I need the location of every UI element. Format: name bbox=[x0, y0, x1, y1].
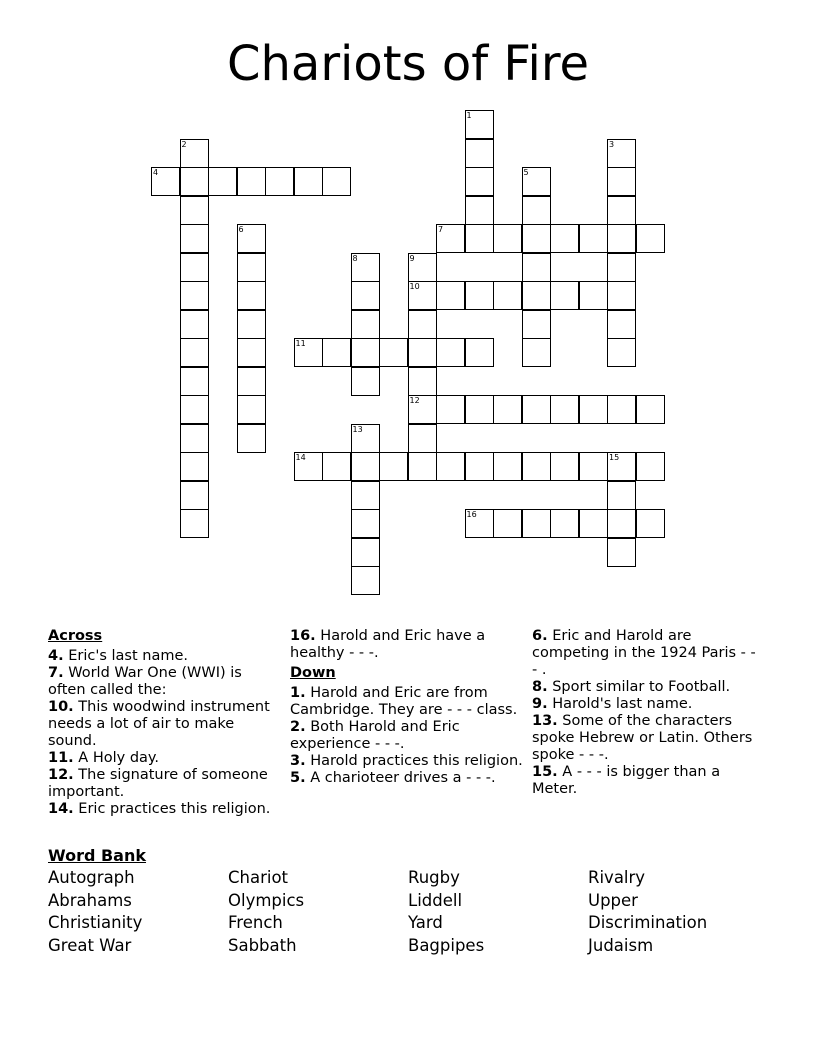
clue-number: 4 bbox=[153, 168, 159, 177]
crossword-cell[interactable] bbox=[351, 424, 380, 453]
clue-number: 5 bbox=[523, 168, 529, 177]
crossword-cell[interactable] bbox=[465, 338, 494, 367]
clue-number: 9 bbox=[409, 253, 415, 263]
crossword-cell[interactable] bbox=[607, 338, 636, 367]
word-bank-item: Yard bbox=[408, 913, 443, 932]
crossword-cell[interactable] bbox=[636, 509, 665, 538]
clue-across-14: 14. Eric practices this religion. bbox=[48, 801, 271, 817]
crossword-cell[interactable] bbox=[493, 452, 522, 481]
crossword-cell[interactable] bbox=[607, 224, 636, 253]
crossword-cell[interactable] bbox=[180, 281, 209, 310]
clue-down-5: 5. A charioteer drives a - - -. bbox=[290, 770, 496, 786]
down-heading: Down bbox=[290, 665, 336, 681]
crossword-cell[interactable] bbox=[607, 281, 636, 310]
crossword-cell[interactable] bbox=[607, 395, 636, 424]
crossword-cell[interactable] bbox=[550, 281, 579, 310]
crossword-cell[interactable] bbox=[294, 452, 323, 481]
clue-number: 2 bbox=[181, 139, 187, 149]
clue-down-3: 3. Harold practices this religion. bbox=[290, 753, 523, 769]
word-bank-item: Olympics bbox=[228, 891, 305, 910]
crossword-cell[interactable] bbox=[522, 509, 551, 538]
clue-across-4: 4. Eric's last name. bbox=[48, 648, 188, 664]
crossword-cell[interactable] bbox=[265, 167, 294, 196]
clue-number: 13 bbox=[352, 424, 363, 434]
clue-number: 6 bbox=[238, 225, 244, 234]
crossword-cell[interactable] bbox=[465, 281, 494, 310]
word-bank-item: Autograph bbox=[48, 868, 135, 887]
clue-number: 14 bbox=[295, 453, 306, 462]
crossword-cell[interactable] bbox=[607, 139, 636, 168]
crossword-cell[interactable] bbox=[351, 310, 380, 339]
word-bank-item: Abrahams bbox=[48, 891, 132, 910]
crossword-cell[interactable] bbox=[465, 224, 494, 253]
word-bank-item: Great War bbox=[48, 936, 132, 955]
crossword-cell[interactable] bbox=[151, 167, 180, 196]
crossword-cell[interactable] bbox=[351, 538, 380, 567]
crossword-cell[interactable] bbox=[408, 367, 437, 396]
crossword-cell[interactable] bbox=[522, 338, 551, 367]
crossword-cell[interactable] bbox=[579, 509, 608, 538]
crossword-cell[interactable] bbox=[351, 253, 380, 282]
crossword-cell[interactable] bbox=[180, 310, 209, 339]
clue-number: 16 bbox=[466, 510, 477, 519]
crossword-cell[interactable] bbox=[180, 196, 209, 225]
clue-down-1: 1. Harold and Eric are from Cambridge. They are - - - class. bbox=[290, 685, 518, 718]
crossword-cell[interactable] bbox=[465, 167, 494, 196]
crossword-cell[interactable] bbox=[579, 452, 608, 481]
crossword-cell[interactable] bbox=[436, 452, 465, 481]
crossword-cell[interactable] bbox=[579, 281, 608, 310]
clue-down-9: 9. Harold's last name. bbox=[532, 696, 693, 712]
word-bank-item: Upper bbox=[588, 891, 638, 910]
crossword-cell[interactable] bbox=[237, 424, 266, 453]
crossword-cell[interactable] bbox=[522, 196, 551, 225]
crossword-cell[interactable] bbox=[351, 338, 380, 367]
crossword-cell[interactable] bbox=[636, 395, 665, 424]
word-bank-item: Rugby bbox=[408, 868, 460, 887]
clue-across-7: 7. World War One (WWI) is often called the: bbox=[48, 665, 242, 698]
clue-down-2: 2. Both Harold and Eric experience - - -. bbox=[290, 719, 460, 752]
word-bank-item: Sabbath bbox=[228, 936, 297, 955]
clue-number: 15 bbox=[609, 453, 620, 462]
clue-number: 3 bbox=[609, 139, 615, 149]
word-bank-item: Christianity bbox=[48, 913, 143, 932]
word-bank-item: Chariot bbox=[228, 868, 289, 887]
clues-column-2 bbox=[290, 628, 525, 787]
crossword-cell[interactable] bbox=[322, 452, 351, 481]
crossword-cell[interactable] bbox=[465, 452, 494, 481]
crossword-cell[interactable] bbox=[351, 509, 380, 538]
crossword-cell[interactable] bbox=[180, 338, 209, 367]
crossword-cell[interactable] bbox=[579, 224, 608, 253]
clue-across-11: 11. A Holy day. bbox=[48, 750, 160, 766]
crossword-cell[interactable] bbox=[436, 224, 465, 253]
crossword-cell[interactable] bbox=[322, 338, 351, 367]
crossword-cell[interactable] bbox=[408, 281, 437, 310]
crossword-cell[interactable] bbox=[408, 395, 437, 424]
crossword-cell[interactable] bbox=[180, 509, 209, 538]
clue-number: 11 bbox=[295, 339, 306, 348]
crossword-cell[interactable] bbox=[180, 452, 209, 481]
crossword-cell[interactable] bbox=[465, 139, 494, 168]
clue-number: 1 bbox=[466, 111, 472, 120]
crossword-cell[interactable] bbox=[408, 338, 437, 367]
crossword-cell[interactable] bbox=[322, 167, 351, 196]
clue-down-6: 6. Eric and Harold are competing in the 1924 Paris - - - . bbox=[532, 628, 756, 678]
clues-column-1 bbox=[48, 628, 280, 818]
crossword-cell[interactable] bbox=[351, 452, 380, 481]
crossword-cell[interactable] bbox=[408, 253, 437, 282]
crossword-cell[interactable] bbox=[522, 224, 551, 253]
crossword-cell[interactable] bbox=[208, 167, 237, 196]
crossword-cell[interactable] bbox=[351, 566, 380, 595]
crossword-cell[interactable] bbox=[237, 224, 266, 253]
crossword-cell[interactable] bbox=[607, 452, 636, 481]
crossword-cell[interactable] bbox=[465, 509, 494, 538]
crossword-cell[interactable] bbox=[180, 167, 209, 196]
crossword-cell[interactable] bbox=[180, 367, 209, 396]
clue-number: 12 bbox=[409, 396, 420, 405]
crossword-cell[interactable] bbox=[465, 196, 494, 225]
crossword-cell[interactable] bbox=[408, 424, 437, 453]
crossword-cell[interactable] bbox=[493, 281, 522, 310]
crossword-cell[interactable] bbox=[465, 395, 494, 424]
clue-number: 8 bbox=[352, 253, 358, 263]
crossword-cell[interactable] bbox=[607, 196, 636, 225]
crossword-cell[interactable] bbox=[636, 224, 665, 253]
crossword-cell[interactable] bbox=[379, 452, 408, 481]
crossword-cell[interactable] bbox=[579, 395, 608, 424]
crossword-cell[interactable] bbox=[607, 310, 636, 339]
word-bank-item: Bagpipes bbox=[408, 936, 485, 955]
crossword-cell[interactable] bbox=[522, 253, 551, 282]
crossword-cell[interactable] bbox=[436, 395, 465, 424]
crossword-cell[interactable] bbox=[379, 338, 408, 367]
crossword-cell[interactable] bbox=[237, 367, 266, 396]
crossword-cell[interactable] bbox=[522, 281, 551, 310]
crossword-cell[interactable] bbox=[550, 224, 579, 253]
crossword-cell[interactable] bbox=[180, 224, 209, 253]
crossword-cell[interactable] bbox=[294, 167, 323, 196]
clue-down-13: 13. Some of the characters spoke Hebrew or Latin. Others spoke - - -. bbox=[532, 713, 753, 763]
crossword-cell[interactable] bbox=[237, 281, 266, 310]
crossword-cell[interactable] bbox=[237, 253, 266, 282]
crossword-cell[interactable] bbox=[550, 509, 579, 538]
crossword-cell[interactable] bbox=[522, 167, 551, 196]
crossword-cell[interactable] bbox=[493, 509, 522, 538]
across-heading: Across bbox=[48, 628, 103, 644]
clue-down-8: 8. Sport similar to Football. bbox=[532, 679, 731, 695]
crossword-cell[interactable] bbox=[493, 224, 522, 253]
crossword-cell[interactable] bbox=[607, 509, 636, 538]
word-bank-item: Judaism bbox=[588, 936, 654, 955]
crossword-cell[interactable] bbox=[465, 110, 494, 139]
clue-across-10: 10. This woodwind instrument needs a lot of air to make sound. bbox=[48, 699, 270, 749]
crossword-cell[interactable] bbox=[436, 281, 465, 310]
word-bank-item: French bbox=[228, 913, 283, 932]
crossword-cell[interactable] bbox=[237, 310, 266, 339]
crossword-cell[interactable] bbox=[550, 395, 579, 424]
word-bank-heading: Word Bank bbox=[48, 846, 147, 865]
crossword-cell[interactable] bbox=[351, 281, 380, 310]
crossword-cell[interactable] bbox=[493, 395, 522, 424]
crossword-cell[interactable] bbox=[351, 367, 380, 396]
clue-across-16: 16. Harold and Eric have a healthy - - -. bbox=[290, 628, 486, 661]
crossword-cell[interactable] bbox=[180, 139, 209, 168]
clue-across-12: 12. The signature of someone important. bbox=[48, 767, 268, 800]
crossword-cell[interactable] bbox=[607, 167, 636, 196]
clue-number: 7 bbox=[438, 225, 444, 234]
crossword-cell[interactable] bbox=[180, 481, 209, 510]
crossword-cell[interactable] bbox=[408, 452, 437, 481]
page-title: Chariots of Fire bbox=[226, 36, 590, 92]
crossword-cell[interactable] bbox=[522, 395, 551, 424]
crossword-cell[interactable] bbox=[351, 481, 380, 510]
crossword-cell[interactable] bbox=[180, 424, 209, 453]
crossword-cell[interactable] bbox=[436, 338, 465, 367]
clue-down-15: 15. A - - - is bigger than a Meter. bbox=[532, 764, 721, 797]
crossword-cell[interactable] bbox=[237, 395, 266, 424]
crossword-cell[interactable] bbox=[550, 452, 579, 481]
crossword-cell[interactable] bbox=[237, 167, 266, 196]
crossword-cell[interactable] bbox=[408, 310, 437, 339]
word-bank-item: Liddell bbox=[408, 891, 463, 910]
crossword-cell[interactable] bbox=[180, 253, 209, 282]
crossword-cell[interactable] bbox=[636, 452, 665, 481]
crossword-cell[interactable] bbox=[607, 253, 636, 282]
clues-column-3 bbox=[532, 628, 764, 798]
crossword-cell[interactable] bbox=[180, 395, 209, 424]
word-bank-item: Rivalry bbox=[588, 868, 646, 887]
word-bank-item: Discrimination bbox=[588, 913, 708, 932]
crossword-cell[interactable] bbox=[607, 481, 636, 510]
crossword-cell[interactable] bbox=[607, 538, 636, 567]
clue-number: 10 bbox=[409, 282, 420, 291]
crossword-cell[interactable] bbox=[294, 338, 323, 367]
crossword-cell[interactable] bbox=[522, 452, 551, 481]
crossword-cell[interactable] bbox=[237, 338, 266, 367]
crossword-cell[interactable] bbox=[522, 310, 551, 339]
